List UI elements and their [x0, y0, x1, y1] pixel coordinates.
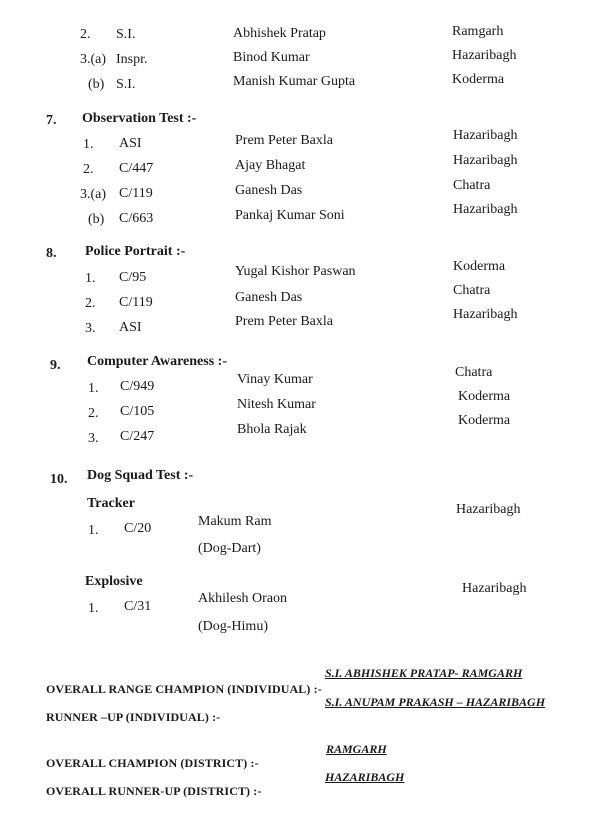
row-name: Binod Kumar	[233, 50, 310, 65]
row-place: Hazaribagh	[452, 48, 517, 63]
row-name: Makum Ram	[198, 514, 272, 529]
runner-up-value: S.I. ANUPAM PRAKASH – HAZARIBAGH	[325, 695, 546, 709]
row-rank: ASI	[119, 136, 142, 151]
row-number: 3.	[88, 431, 99, 446]
row-rank: C/31	[124, 599, 152, 614]
row-name: Nitesh Kumar	[237, 397, 316, 412]
row-name: Manish Kumar Gupta	[233, 74, 356, 89]
row-dog-name: (Dog-Dart)	[198, 541, 261, 556]
row-place: Hazaribagh	[453, 202, 518, 217]
row-place: Chatra	[453, 283, 491, 298]
row-name: Prem Peter Baxla	[235, 133, 333, 148]
row-name: Vinay Kumar	[237, 372, 313, 387]
row-name: Abhishek Pratap	[233, 26, 326, 41]
row-number: 1.	[83, 137, 94, 152]
district-runner-up-value: HAZARIBAGH	[325, 770, 405, 784]
row-place: Hazaribagh	[453, 307, 518, 322]
section-title: Police Portrait :-	[85, 244, 186, 259]
row-number: 2.	[85, 296, 96, 311]
section-title: Computer Awareness :-	[87, 354, 227, 369]
runner-up-label: RUNNER –UP (INDIVIDUAL) :-	[46, 710, 221, 724]
row-number: 2.	[88, 406, 99, 421]
row-place: Koderma	[458, 413, 511, 428]
row-number: 3.	[85, 321, 96, 336]
row-name: Bhola Rajak	[237, 422, 307, 437]
row-rank: C/119	[119, 295, 153, 310]
row-place: Koderma	[453, 259, 506, 274]
row-dog-name: (Dog-Himu)	[198, 619, 268, 634]
row-number: 1.	[88, 523, 99, 538]
row-number: 1.	[85, 271, 96, 286]
district-champion-label: OVERALL CHAMPION (DISTRICT) :-	[46, 756, 259, 770]
row-rank: C/247	[120, 429, 155, 444]
district-champion-value: RAMGARH	[326, 742, 387, 756]
section-number: 10.	[50, 472, 68, 487]
subsection-tracker: Tracker	[87, 496, 135, 511]
section-title: Observation Test :-	[82, 111, 197, 126]
row-rank: C/95	[119, 270, 147, 285]
row-place: Ramgarh	[452, 24, 504, 39]
row-name: Ajay Bhagat	[235, 158, 306, 173]
section-title: Dog Squad Test :-	[87, 468, 194, 483]
row-name: Ganesh Das	[235, 290, 303, 305]
row-number: 2.	[80, 27, 91, 42]
row-place: Koderma	[452, 72, 505, 87]
row-rank: C/447	[119, 161, 154, 176]
row-name: Yugal Kishor Paswan	[235, 264, 356, 279]
section-number: 9.	[50, 358, 61, 373]
row-number: 3.(a)	[80, 187, 107, 202]
range-champion-label: OVERALL RANGE CHAMPION (INDIVIDUAL) :-	[46, 682, 322, 696]
range-champion-value: S.I. ABHISHEK PRATAP- RAMGARH	[325, 666, 523, 680]
row-name: Pankaj Kumar Soni	[235, 208, 345, 223]
row-place: Hazaribagh	[453, 128, 518, 143]
row-place: Koderma	[458, 389, 511, 404]
row-number: 1.	[88, 381, 99, 396]
row-name: Akhilesh Oraon	[198, 591, 288, 606]
row-number: 3.(a)	[80, 52, 107, 67]
row-place: Chatra	[453, 178, 491, 193]
row-place: Hazaribagh	[453, 153, 518, 168]
row-number: 2.	[83, 162, 94, 177]
row-place: Chatra	[455, 365, 493, 380]
row-place: Hazaribagh	[462, 581, 527, 596]
row-rank: C/949	[120, 379, 155, 394]
section-number: 7.	[46, 113, 57, 128]
row-number: (b)	[88, 212, 105, 227]
subsection-explosive: Explosive	[85, 574, 143, 589]
row-number: (b)	[88, 77, 105, 92]
row-number: 1.	[88, 601, 99, 616]
row-name: Prem Peter Baxla	[235, 314, 333, 329]
row-rank: C/663	[119, 211, 154, 226]
row-rank: C/20	[124, 521, 152, 536]
row-rank: S.I.	[116, 27, 136, 42]
row-rank: S.I.	[116, 77, 136, 92]
section-number: 8.	[46, 246, 57, 261]
row-name: Ganesh Das	[235, 183, 303, 198]
row-rank: C/105	[120, 404, 155, 419]
district-runner-up-label: OVERALL RUNNER-UP (DISTRICT) :-	[46, 784, 262, 798]
row-place: Hazaribagh	[456, 502, 521, 517]
row-rank: ASI	[119, 320, 142, 335]
row-rank: C/119	[119, 186, 153, 201]
row-rank: Inspr.	[116, 52, 148, 67]
